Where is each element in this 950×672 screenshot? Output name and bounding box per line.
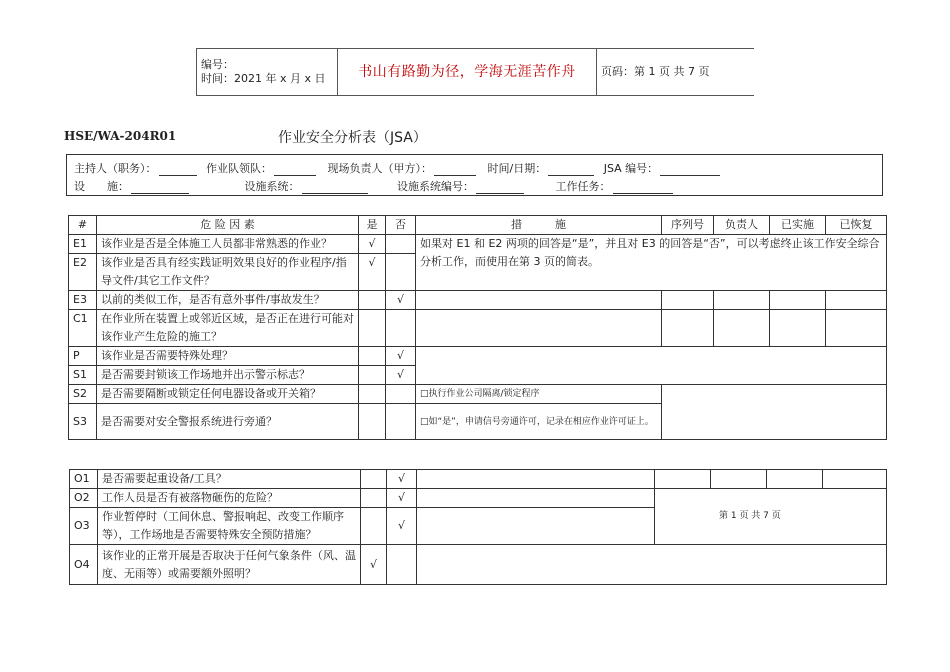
table-row	[69, 235, 887, 254]
row-id: E1	[69, 235, 97, 254]
row-hazard: 在作业所在装置上或邻近区域，是否正在进行可能对该作业产生危险的施工？	[97, 310, 359, 347]
table-row	[70, 470, 887, 489]
owner-cell[interactable]	[714, 310, 770, 347]
facility-system-blank[interactable]	[302, 182, 368, 194]
col-owner: 负责人	[714, 216, 770, 235]
col-restored: 已恢复	[826, 216, 887, 235]
col-hazard: 危 险 因 素	[97, 216, 359, 235]
done-cell[interactable]	[767, 470, 823, 489]
row-id: P	[69, 347, 97, 366]
table-row	[70, 545, 887, 585]
row-yes[interactable]	[361, 489, 387, 508]
motto: 书山有路勤为径，学海无涯苦作舟	[338, 49, 597, 96]
row-hazard: 该作业是否是全体施工人员都非常熟悉的作业？	[97, 235, 359, 254]
table-row	[69, 291, 887, 310]
datetime-label: 时间/日期：	[487, 162, 547, 175]
measure-cell[interactable]	[416, 310, 662, 347]
measure-cell[interactable]	[416, 291, 662, 310]
seq-cell[interactable]	[662, 291, 714, 310]
header-table	[196, 48, 754, 96]
team-leader-label: 作业队领队：	[206, 162, 272, 175]
row-no[interactable]: √	[387, 470, 417, 489]
task-blank[interactable]	[613, 182, 673, 194]
row-id: C1	[69, 310, 97, 347]
owner-cell[interactable]	[714, 291, 770, 310]
done-cell[interactable]	[770, 291, 826, 310]
seq-cell[interactable]	[662, 310, 714, 347]
datetime-blank[interactable]	[548, 164, 594, 176]
facility-label: 设 施：	[74, 180, 129, 193]
row-hazard: 该作业是否具有经实践证明效果良好的作业程序/指导文件/其它工作文件？	[97, 254, 359, 291]
info-box	[66, 154, 883, 196]
restored-cell[interactable]	[823, 470, 887, 489]
facility-system-label: 设施系统：	[244, 180, 300, 193]
measure-e: 如果对 E1 和 E2 两项的回答是“是”，并且对 E3 的回答是“否”，可以考虑终止该工作安全综合分析工作，而使用在第 3 页的简表。	[416, 235, 887, 291]
jsa-table-2	[69, 469, 887, 585]
row-no[interactable]	[386, 254, 416, 291]
col-seq: 序列号	[662, 216, 714, 235]
row-hazard: 该作业的正常开展是否取决于任何气象条件（风、温度、无雨等）或需要额外照明？	[98, 545, 361, 585]
row-id: O4	[70, 545, 98, 585]
row-yes[interactable]	[359, 404, 386, 440]
table-header-row	[69, 216, 887, 235]
measure-cell[interactable]	[417, 508, 655, 545]
row-no[interactable]: √	[386, 291, 416, 310]
table-row	[69, 347, 887, 366]
measure-cell[interactable]	[417, 489, 655, 508]
owner-cell[interactable]	[711, 470, 767, 489]
jsa-no-blank[interactable]	[660, 164, 720, 176]
table-row	[69, 385, 887, 404]
row-yes[interactable]	[361, 470, 387, 489]
row-no[interactable]: √	[386, 366, 416, 385]
done-cell[interactable]	[770, 310, 826, 347]
row-hazard: 作业暂停时（工间休息、警报响起、改变工作顺序等），工作场地是否需要特殊安全预防措施？	[98, 508, 361, 545]
row-yes[interactable]: √	[359, 235, 386, 254]
header-meta-cell	[197, 49, 338, 96]
restored-cell[interactable]	[826, 310, 887, 347]
row-yes[interactable]	[361, 508, 387, 545]
row-hazard: 以前的类似工作，是否有意外事件/事故发生？	[97, 291, 359, 310]
row-yes[interactable]: √	[359, 254, 386, 291]
facility-blank[interactable]	[131, 182, 189, 194]
measure-s3: □如“是”，申请信号旁通许可，记录在相应作业许可证上。	[416, 404, 662, 440]
row-yes[interactable]	[359, 347, 386, 366]
row-id: S3	[69, 404, 97, 440]
col-yes: 是	[359, 216, 386, 235]
seq-cell[interactable]	[655, 470, 711, 489]
row-hazard: 是否需要封锁该工作场地并出示警示标志？	[97, 366, 359, 385]
row-no[interactable]	[386, 310, 416, 347]
host-label: 主持人（职务）：	[74, 162, 157, 175]
system-no-blank[interactable]	[476, 182, 524, 194]
row-id: E3	[69, 291, 97, 310]
task-label: 工作任务：	[555, 180, 611, 193]
doc-title: 作业安全分析表（JSA）	[278, 130, 427, 146]
team-leader-blank[interactable]	[274, 164, 316, 176]
col-no: 否	[386, 216, 416, 235]
measure-cell[interactable]	[417, 545, 887, 585]
row-id: O2	[70, 489, 98, 508]
site-lead-blank[interactable]	[434, 164, 476, 176]
row-no[interactable]: √	[387, 489, 417, 508]
row-hazard: 该作业是否需要特殊处理？	[97, 347, 359, 366]
time-label: 时间：2021 年 x 月 x 日	[201, 72, 326, 85]
row-yes[interactable]	[359, 385, 386, 404]
measure-cell[interactable]	[417, 470, 655, 489]
row-id: E2	[69, 254, 97, 291]
row-id: S2	[69, 385, 97, 404]
row-id: S1	[69, 366, 97, 385]
row-hazard: 工作人员是否有被落物砸伤的危险？	[98, 489, 361, 508]
restored-cell[interactable]	[826, 291, 887, 310]
measure-s2: □执行作业公司隔离/锁定程序	[416, 385, 662, 404]
page-label: 页码：第 1 页 共 7 页	[597, 49, 755, 96]
jsa-table	[68, 215, 887, 440]
host-blank[interactable]	[159, 164, 197, 176]
row-no[interactable]	[386, 404, 416, 440]
row-no[interactable]	[387, 545, 417, 585]
row-no[interactable]	[386, 385, 416, 404]
row-id: O3	[70, 508, 98, 545]
jsa-no-label: JSA 编号：	[603, 162, 659, 175]
row-id: O1	[70, 470, 98, 489]
row-no[interactable]: √	[386, 347, 416, 366]
col-measures: 措 施	[416, 216, 662, 235]
system-no-label: 设施系统编号：	[397, 180, 474, 193]
row-hazard: 是否需要起重设备/工具？	[98, 470, 361, 489]
row-no[interactable]: √	[387, 508, 417, 545]
row-hazard: 是否需要对安全警报系统进行旁通？	[97, 404, 359, 440]
doc-code: HSE/WA-204R01	[64, 129, 177, 143]
row-hazard: 是否需要隔断或锁定任何电器设备或开关箱？	[97, 385, 359, 404]
row-yes[interactable]: √	[361, 545, 387, 585]
number-label: 编号：	[201, 58, 234, 71]
row-yes[interactable]	[359, 366, 386, 385]
measure-cell[interactable]	[416, 347, 887, 385]
blank-cell[interactable]	[662, 385, 887, 440]
table-row	[69, 310, 887, 347]
col-num: #	[69, 216, 97, 235]
row-yes[interactable]	[359, 291, 386, 310]
row-no[interactable]	[386, 235, 416, 254]
page-note: 第 1 页 共 7 页	[719, 510, 781, 521]
table-row	[70, 489, 887, 508]
page-note-cell	[655, 489, 887, 545]
row-yes[interactable]	[359, 310, 386, 347]
site-lead-label: 现场负责人（甲方）：	[327, 162, 432, 175]
col-done: 已实施	[770, 216, 826, 235]
